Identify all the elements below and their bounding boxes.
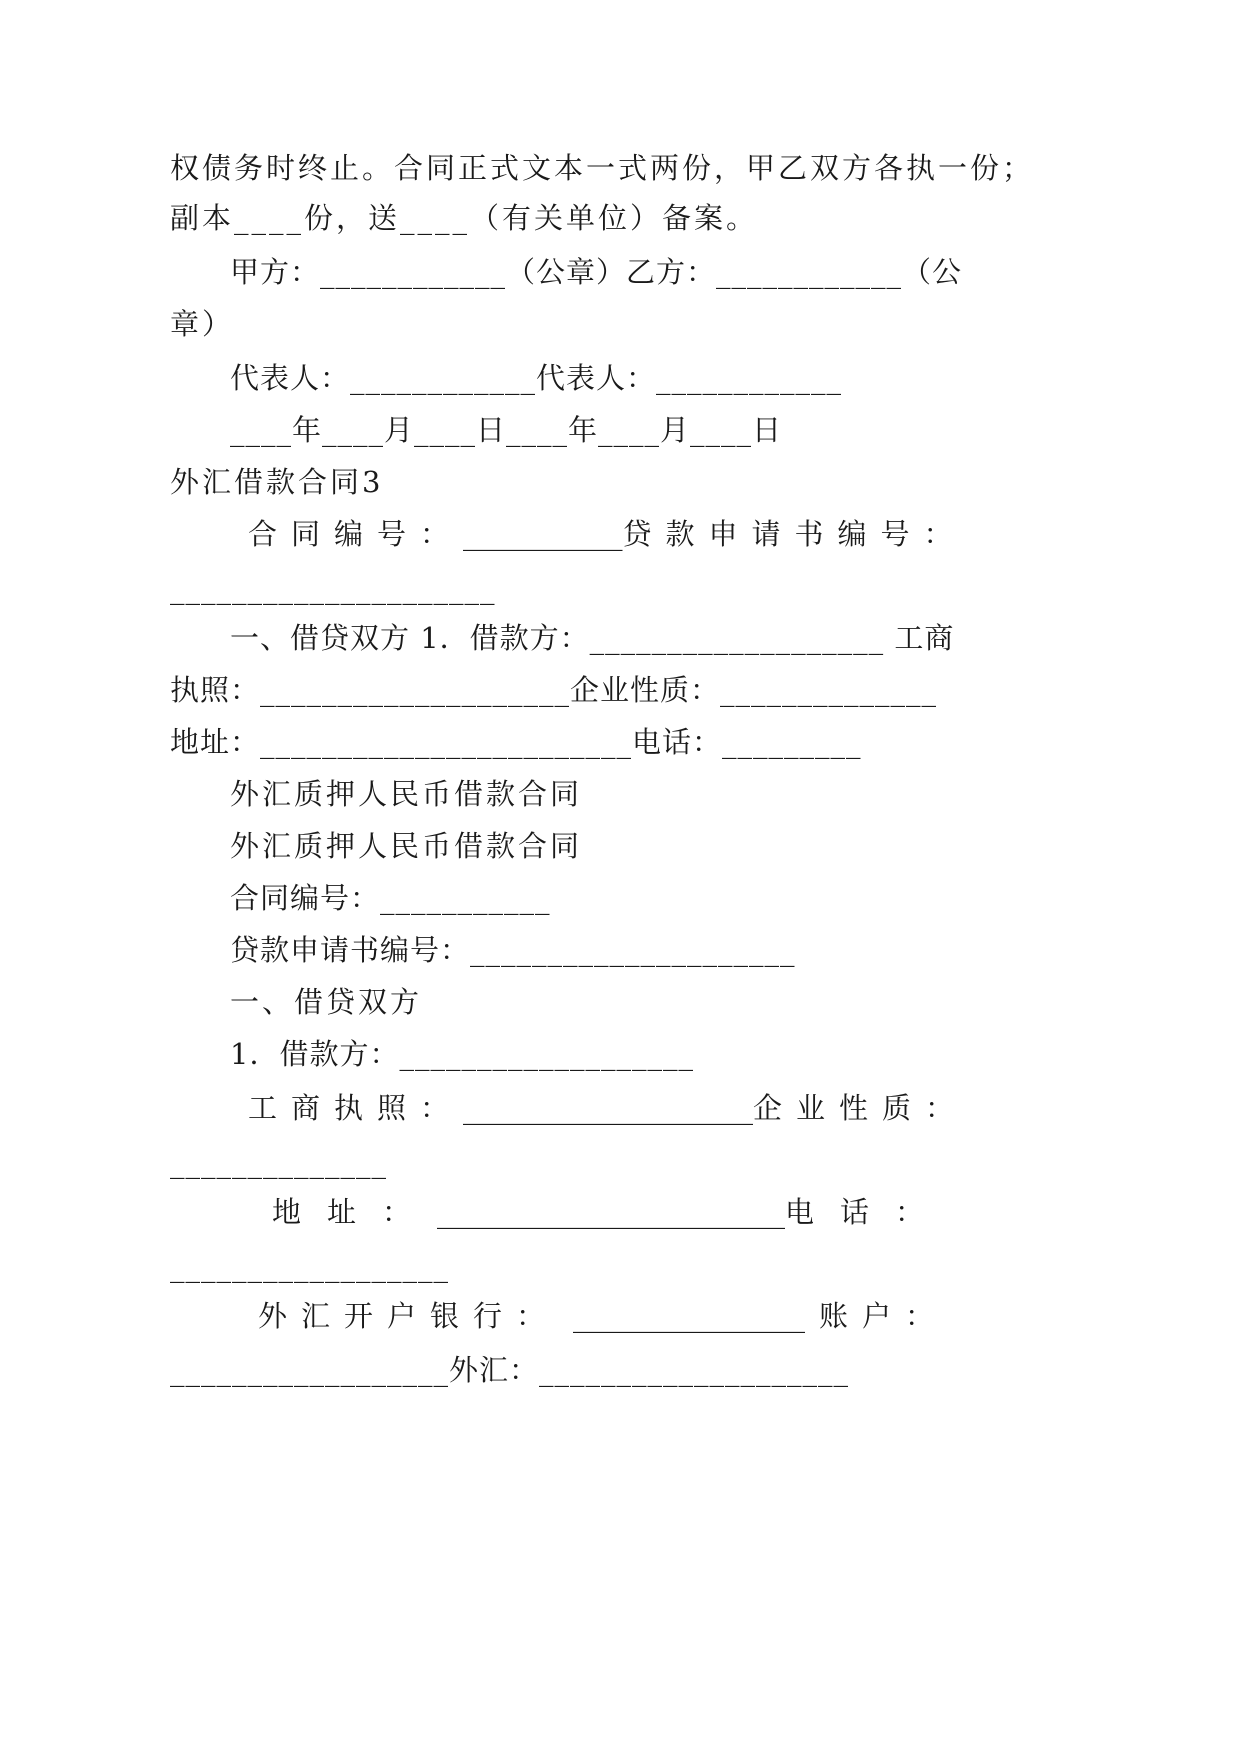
business-license-label: 工商执照： (248, 1091, 464, 1125)
text-line-6: ____年____月____日____年____月____日 (230, 413, 783, 447)
text-line-3: 甲方：____________（公章）乙方：____________（公 (230, 255, 963, 289)
section-title-3: 外汇借款合同3 (170, 465, 384, 499)
text-line-1: 权债务时终止。合同正式文本一式两份，甲乙双方各执一份； (170, 151, 1035, 185)
account-label: 账户： (818, 1299, 948, 1333)
business-license-blank: ____________________ (463, 1091, 754, 1125)
text-line-17: 一、借贷双方 (230, 985, 423, 1019)
text-line-4: 章） (170, 307, 235, 341)
text-line-11: 执照：____________________企业性质：______________ (170, 673, 938, 707)
phone-label: 电话： (785, 1195, 951, 1229)
text-line-18: 1．借款方：___________________ (230, 1037, 694, 1071)
text-line-20: ______________ (170, 1145, 387, 1179)
text-line-19 (248, 1088, 969, 1128)
text-line-15: 合同编号：___________ (230, 881, 551, 915)
text-line-22: __________________ (170, 1249, 449, 1283)
text-line-14: 外汇质押人民币借款合同 (230, 829, 583, 863)
enterprise-nature-label: 企业性质： (753, 1091, 969, 1125)
loan-application-no-label: 贷款申请书编号： (622, 517, 967, 551)
address-label: 地址： (272, 1195, 438, 1229)
text-line-13: 外汇质押人民币借款合同 (230, 777, 583, 811)
text-line-12: 地址：________________________电话：_________ (170, 725, 862, 759)
text-line-5: 代表人：____________代表人：____________ (230, 361, 843, 395)
fx-bank-label: 外汇开户银行： (258, 1299, 560, 1333)
text-line-21 (272, 1192, 951, 1232)
contract-no-blank: ___________ (463, 517, 623, 551)
fx-bank-blank: ________________ (573, 1299, 805, 1333)
text-line-8 (248, 514, 967, 554)
text-line-2: 副本____份，送____（有关单位）备案。 (170, 201, 759, 235)
address-blank: ________________________ (437, 1195, 786, 1229)
contract-no-label: 合同编号： (248, 517, 464, 551)
text-line-9: _____________________ (170, 571, 496, 605)
text-line-10: 一、借贷双方 1．借款方：___________________ 工商 (230, 621, 955, 655)
text-line-16: 贷款申请书编号：_____________________ (230, 933, 796, 967)
text-line-24: __________________外汇：____________________ (170, 1353, 850, 1387)
text-line-23 (258, 1296, 948, 1336)
